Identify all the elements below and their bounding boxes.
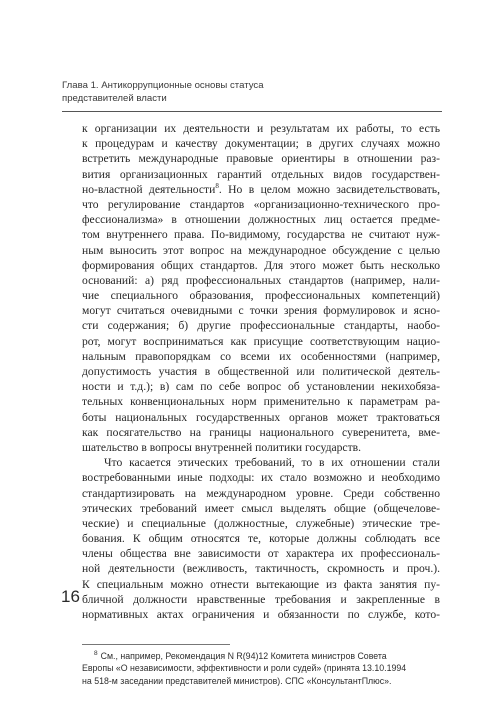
text-line-22: шательство в вопросы внутренней политики государств. xyxy=(82,440,362,454)
text-line-9: ным выносить этот вопрос на международное обсуждение с целью xyxy=(82,243,440,257)
text-line-12: чие специального образования, профессиональных компетенций) xyxy=(82,289,440,303)
text-line-17: допустимость участия в общественной или политической деятель- xyxy=(82,365,440,378)
footnote-number: 8 xyxy=(94,650,98,658)
footnotes xyxy=(82,650,440,687)
header-rule xyxy=(62,111,442,112)
text-line-24: востребованными иные подходы: их стало возможно и необходимо xyxy=(82,471,440,485)
footnote-8-line-1 xyxy=(82,650,440,662)
text-line-29: члены общества вне зависимости от характера их профессиональ- xyxy=(82,547,440,561)
page-number: 16 xyxy=(61,587,80,606)
text-line-33: нормативных актах ограничения и обязанности по службе, кото- xyxy=(82,608,440,621)
text-line-8: том внутреннего права. По-видимому, государства не считают нуж- xyxy=(82,228,440,242)
footnote-8-line-1-text: См., например, Рекомендация N R(94)12 Комитета министров Совета xyxy=(100,651,387,661)
text-line-27: ческие) и специальные (должностные, служебные) этические тре- xyxy=(82,516,440,530)
text-line-26: этических требований имеет смысл выделять общие (общечелове- xyxy=(82,501,440,515)
text-line-25: стандартизировать на международном уровне. Среди собственно xyxy=(82,486,440,500)
text-line-16: нальным правопорядкам со всеми их особенностями (например, xyxy=(82,349,440,363)
body-text xyxy=(82,121,440,622)
text-line-23: Что касается этических требований, то в их отношении стали xyxy=(104,456,440,470)
text-line-5-tail: . Но в целом можно засвидетельствовать, xyxy=(218,182,440,196)
text-line-30: ной деятельности (вежливость, тактичность, скромность и проч.). xyxy=(82,562,440,576)
text-line-15: рот, могут восприниматься как присущие соответствующим нацио- xyxy=(82,334,440,348)
text-line-7: фессионализма» в отношении должностных лиц остается предме- xyxy=(82,213,440,227)
footnote-8-line-3: на 518-м заседании представителей министров). СПС «КонсультантПлюс». xyxy=(82,675,392,686)
text-line-31: К специальным можно отнести вытекающие из факта занятия пу- xyxy=(82,577,440,591)
text-line-13: могут считаться очевидными с точки зрения формулировок и ясно- xyxy=(82,304,440,318)
text-line-4: вития организационных гарантий отдельных видов государствен- xyxy=(82,167,440,181)
running-head-line-1: Глава 1. Антикоррупционные основы статуса xyxy=(62,80,264,91)
text-line-21: как посягательство на границы национального суверенитета, вме- xyxy=(82,425,440,439)
text-line-18: ности и т.д.); в) сам по себе вопрос об установлении некихобяза- xyxy=(82,380,440,394)
text-line-19: тельных конвенциональных норм применительно к параметрам ра- xyxy=(82,395,440,409)
text-line-10: формирования общих стандартов. Для этого может быть несколько xyxy=(82,258,440,272)
text-line-3: встретить международные правовые ориентиры в отношении раз- xyxy=(82,152,440,166)
text-line-28: бования. К общим относятся те, которые должны соблюдать все xyxy=(82,532,440,546)
text-line-1: к организации их деятельности и результатам их работы, то есть xyxy=(82,122,440,135)
text-line-5-head: но-властной деятельности xyxy=(82,182,216,196)
text-line-6: что регулирование стандартов «организационно-технического про- xyxy=(82,197,440,211)
text-line-32: бличной должности нравственные требования и закрепленные в xyxy=(82,592,440,606)
footnote-rule xyxy=(82,644,230,645)
text-line-20: боты национальных государственных органов может трактоваться xyxy=(82,410,440,424)
text-line-11: оснований: а) ряд профессиональных стандартов (например, нали- xyxy=(82,273,440,287)
footnote-ref-8[interactable]: 8 xyxy=(215,181,219,190)
text-line-14: сти содержания; б) другие профессиональные стандарты, наобо- xyxy=(82,319,440,333)
running-head-line-2: представителей власти xyxy=(62,93,167,104)
footnote-8-line-2: Европы «О независимости, эффективности и роли судей» (принята 13.10.1994 xyxy=(82,663,407,674)
text-line-5 xyxy=(82,182,440,197)
running-head xyxy=(62,79,362,105)
text-line-2: к процедурам и качеству документации; в других случаях можно xyxy=(82,137,440,151)
